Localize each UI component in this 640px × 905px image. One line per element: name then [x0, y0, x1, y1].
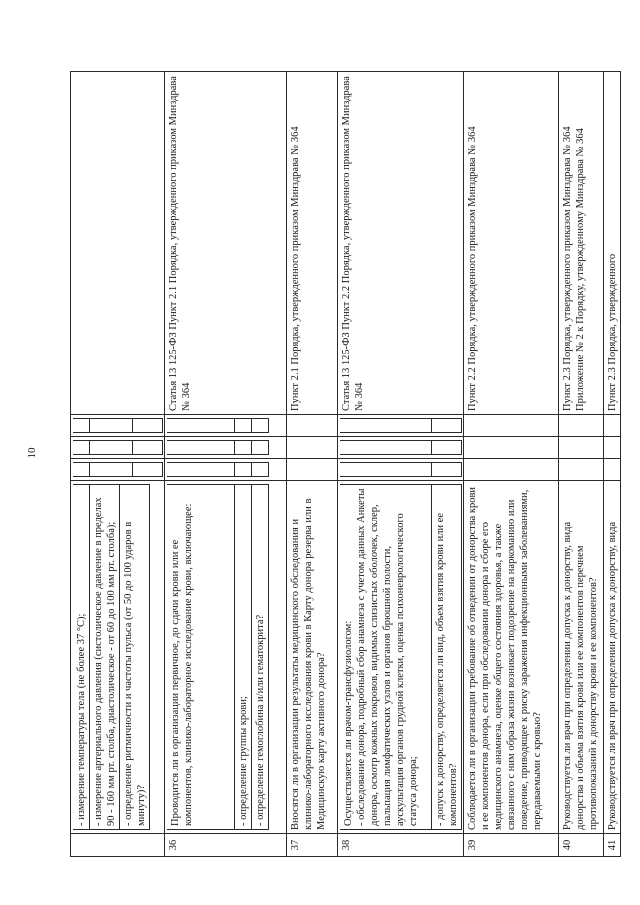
answer-yes-cell: [464, 459, 559, 481]
table-row-continuation: [71, 72, 165, 857]
answer-no-cell: [165, 437, 287, 459]
subitem-hemoglobin: - определение гемоглобина и/или гематокрита?: [252, 485, 269, 830]
row-number: 38: [338, 834, 464, 857]
row-number: 37: [287, 834, 338, 857]
reference-text: Статья 13 125-ФЗ Пункт 2.1 Порядка, утвержденного приказом Минздрава № 364: [165, 72, 287, 415]
subitem-examination: - обследование донора, подробный сбор анамнеза с учетом данных Анкеты донора, осмотр кожных покровов, видимых слизистых оболочек, склер, пальпация лимфатических узлов и органов брюшной полости, аускультация органов грудной клетки, оценка психоневрологического статуса донора;: [356, 488, 419, 826]
table-row: [464, 72, 559, 857]
row-number: 39: [464, 834, 559, 857]
answer-yes-cell: [338, 459, 464, 481]
answer-no-cell: [464, 437, 559, 459]
table-row: [559, 72, 604, 857]
row-number: 36: [165, 834, 287, 857]
checklist-table: [70, 71, 621, 857]
row-number: 40: [559, 834, 604, 857]
answer-yes-cell: [287, 459, 338, 481]
answer-no-cell: [604, 437, 621, 459]
reference-text: Пункт 2.3 Порядка, утвержденного приказом Минздрава № 364 Приложение № 2 к Порядку, утвержденному Минздрава № 364: [559, 72, 604, 415]
page-number: 10: [26, 447, 38, 459]
answer-yes-cell: [604, 459, 621, 481]
continuation-subitems: [73, 484, 150, 830]
answer-no-cell: [71, 437, 165, 459]
table-row: [287, 72, 338, 857]
answer-na-cell: [71, 415, 165, 437]
question-cell: [165, 481, 287, 834]
subitem-blood-group: - определение группы крови;: [235, 485, 252, 830]
question-text: Вносятся ли в организации результаты медицинского обследования и клинико-лабораторного исследования крови в Карту донора резерва или в Медицинскую карту активного донора?: [287, 481, 338, 834]
rotated-page-content: [70, 72, 618, 857]
answer-na-cell: [338, 415, 464, 437]
table-row: [338, 72, 464, 857]
row-number: 41: [604, 834, 621, 857]
reference-text: Пункт 2.3 Порядка, утвержденного: [604, 72, 621, 415]
table-row: [604, 72, 621, 857]
subitem-admission: - допуск к донорству, определяется ли вид, объем взятия крови или ее компонентов?: [432, 485, 462, 830]
question-text: Руководствуется ли врач при определении допуска к донорству, вида: [604, 481, 621, 834]
question-text: Руководствуется ли врач при определении допуска к донорству, вида донорства и объема взятия крови или ее компонентов перечнем противопоказаний к донорству крови и ее компонентов?: [559, 481, 604, 834]
subitem-pulse: - определение ритмичности и частоты пульса (от 50 до 100 ударов в минуту)?: [120, 485, 150, 830]
question-text: Осуществляется ли врачом-трансфузиологом:: [343, 620, 354, 826]
answer-no-cell: [338, 437, 464, 459]
question-cell: [71, 481, 165, 834]
question-text: Соблюдается ли в организации требование об отведении от донорства крови и ее компонентов донора, если при обследовании донора и сборе его медицинского анамнеза, оценке общего состояния здоровья, а также связанного с ним образа жизни возникает подозрение на наркоманию или поведение, приводящее к риску заражения инфекционными заболеваниями, передаваемыми с кровью?: [464, 481, 559, 834]
answer-yes-cell: [165, 459, 287, 481]
table-row: [165, 72, 287, 857]
subitem-blood-pressure: - измерение артериального давления (систолическое давление в пределах 90 - 160 мм рт. столба, диастолическое - от 60 до 100 мм рт. столба);: [90, 485, 120, 830]
answer-na-cell: [604, 415, 621, 437]
answer-yes-cell: [71, 459, 165, 481]
reference-text: Статья 13 125-ФЗ Пункт 2.2 Порядка, утвержденного приказом Минздрава № 364: [338, 72, 464, 415]
answer-no-cell: [559, 437, 604, 459]
answer-no-cell: [287, 437, 338, 459]
reference-text: Пункт 2.2 Порядка, утвержденного приказом Минздрава № 364: [464, 72, 559, 415]
question-text: Проводится ли в организации первичное, до сдачи крови или ее компонентов, клинико-лабораторное исследование крови, включающее:: [167, 485, 235, 830]
answer-na-cell: [464, 415, 559, 437]
question-cell: [338, 481, 464, 834]
answer-na-cell: [559, 415, 604, 437]
subitem-temperature: - измерение температуры тела (не более 37 °C);: [73, 485, 90, 830]
answer-na-cell: [165, 415, 287, 437]
answer-na-cell: [287, 415, 338, 437]
row-number-cell: [71, 834, 165, 857]
reference-text: Пункт 2.1 Порядка, утвержденного приказом Минздрава № 364: [287, 72, 338, 415]
reference-cell: [71, 72, 165, 415]
answer-yes-cell: [559, 459, 604, 481]
